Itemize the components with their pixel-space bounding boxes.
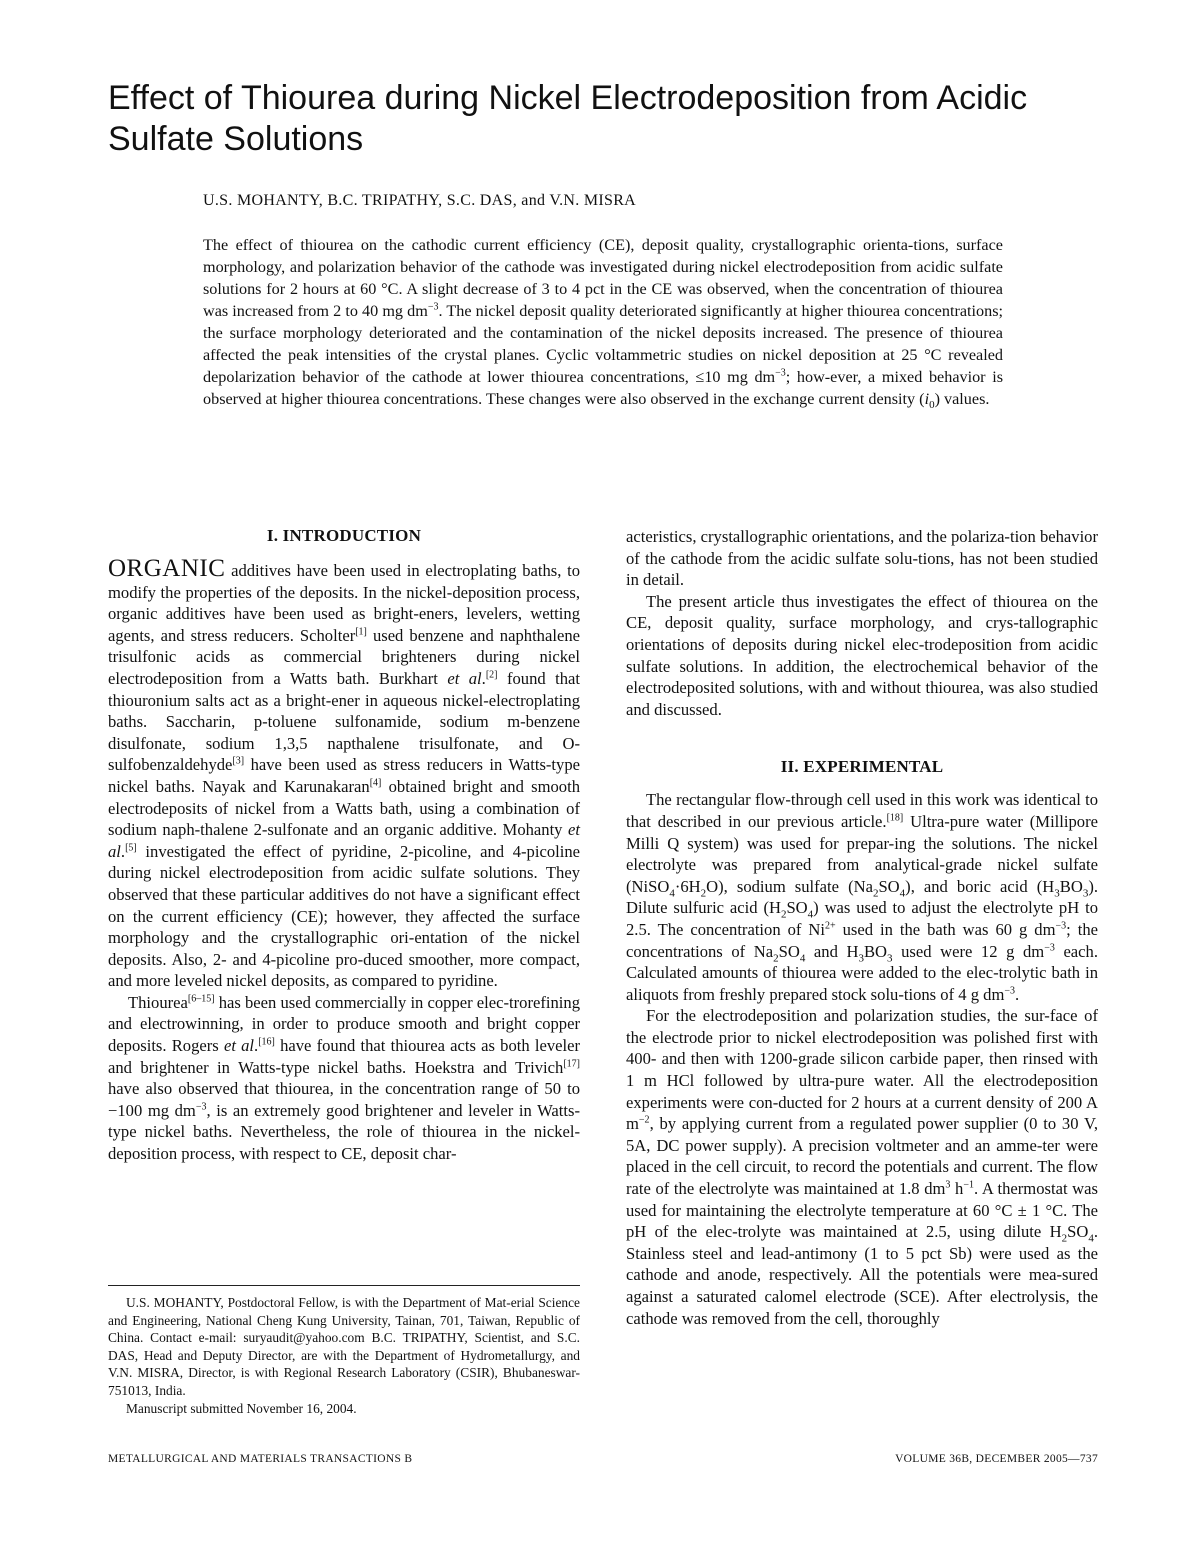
chem-subscript: 2 (872, 887, 879, 900)
exp-p1-text: SO (878, 876, 900, 896)
exp-p2-text: , by applying current from a regulated power supplier (0 to 30 V, 5A, DC power supply). A precision voltmeter and an amme-ter were placed in the cell circuit, to record the potentials and current. The flow rate of the electrolyte was maintained at 1.8 dm (626, 1114, 1098, 1199)
exp-p2-text: . Stainless steel and lead-antimony (1 to 5 pct Sb) were used as the cathode and anode, respectively. All the potentials were mea-sured against a saturated calomel electrode (SCE). After electrolysis, the cathode was removed from the cell, thoroughly (626, 1222, 1098, 1328)
chem-subscript: 3 (1054, 887, 1060, 900)
exp-p1-text: SO (786, 898, 808, 918)
exp-p1-text: . (1015, 984, 1020, 1004)
exp-p1-text: each. Calculated amounts of thiourea were added to the elec-trolytic bath in aliquots from freshly prepared stock solu-tions of 4 g dm (626, 941, 1098, 1004)
citation-ref: [6–15] (187, 993, 215, 1005)
footnote-affiliations: U.S. MOHANTY, Postdoctoral Fellow, is with the Department of Mat-erial Science and Engineering, National Cheng Kung University, Tainan, 701, Taiwan, Republic of China. Contact e-mail: suryaudit@yahoo.com B.C. TRIPATHY, Scientist, and S.C. DAS, Head and Deputy Director, are with the Department of Hydrometallurgy, and V.N. MISRA, Director, is with Regional Research Laboratory (CSIR), Bhubaneswar-751013, India. (108, 1295, 580, 1398)
author-footnote (108, 1294, 580, 1417)
chem-subscript: 3 (1082, 887, 1089, 900)
unit-exponent: −3 (1004, 985, 1015, 997)
intro-dropcap: ORGANIC (108, 555, 226, 582)
unit-exponent: −2 (638, 1114, 650, 1126)
intro-p2-text: has been used commercially in copper elec-trorefining and electrowinning, in order to produce smooth and bright copper deposits. Rogers (108, 992, 580, 1056)
citation-ref: [18] (886, 812, 904, 824)
exp-p1-text: ). Dilute sulfuric acid (H (626, 876, 1099, 918)
exp-p1-text: Ultra-pure water (Millipore Milli Q system) was used for prepar-ing the solutions. The nickel electrolyte was prepared from analytical-grade nickel sulfate (NiSO (626, 811, 1098, 896)
chem-subscript: 4 (899, 887, 906, 900)
unit-exponent: 3 (945, 1179, 951, 1191)
et-al: et al (447, 668, 482, 688)
intro-p2-text: have also observed that thiourea, in the concentration range of 50 to −100 mg dm (108, 1079, 580, 1120)
abstract-text-2: . The nickel deposit quality deteriorated significantly at higher thiourea concentrations; the surface morphology deteriorated and the contamination of the nickel deposits increased. The presence of thiourea affected the peak intensities of the crystal planes. Cyclic voltammetric studies on nickel deposition at 25 °C revealed depolarization behavior of the cathode at lower thiourea concentrations, ≤10 mg dm (203, 302, 1004, 386)
intro-p1-text: have been used as stress reducers in Watts-type nickel baths. Nayak and Karunakaran (108, 755, 580, 796)
exp-p1-text: and H (805, 941, 859, 961)
exp-p1-text: ; the concentrations of Na (626, 919, 1098, 961)
chem-subscript: 3 (858, 951, 864, 964)
footnote-submission-date: Manuscript submitted November 16, 2004. (126, 1400, 357, 1416)
intro-p2-text: Thiourea (128, 992, 188, 1012)
chem-subscript: 3 (887, 951, 893, 964)
chem-subscript: 2 (700, 887, 707, 900)
abstract (203, 234, 1003, 410)
chem-subscript: 4 (669, 887, 675, 900)
exp-p2-text: h (950, 1179, 964, 1199)
abstract-sup-1: −3 (427, 301, 439, 313)
chem-subscript: 2 (1061, 1232, 1068, 1245)
chem-subscript: 4 (807, 908, 814, 921)
volume-page-footer: VOLUME 36B, DECEMBER 2005—737 (895, 1453, 1098, 1465)
intro-paragraph-1 (108, 555, 580, 992)
exp-p2-text: . A thermostat was used for maintaining the electrolyte temperature at 60 °C ± 1 °C. The pH of the elec-trolyte was maintained at 2.5, using dilute H (626, 1179, 1098, 1242)
abstract-text-4: ) values. (934, 390, 990, 408)
exp-p1-text: BO (1059, 876, 1083, 896)
exp-p1-text: ·6H (674, 876, 701, 896)
journal-running-footer: METALLURGICAL AND MATERIALS TRANSACTIONS B (108, 1453, 413, 1465)
intro-paragraph-4: The present article thus investigates the effect of thiourea on the CE, deposit quality, surface morphology, and crys-tallographic orientations of deposits during nickel elec-trodeposition from acidic sulfate solutions. In addition, the electrochemical behavior of the electrodeposited solutions, with and without thiourea, was also studied and discussed. (626, 591, 1098, 719)
et-al: et al (108, 820, 580, 861)
ion-charge: 2+ (825, 920, 836, 932)
unit-exponent: −1 (963, 1179, 974, 1191)
exp-p2-text: SO (1067, 1222, 1089, 1242)
exp-p1-text: ) was used to adjust the electrolyte pH to 2.5. The concentration of Ni (626, 898, 1098, 939)
chem-subscript: 4 (1088, 1232, 1094, 1245)
chem-subscript: 2 (773, 951, 779, 964)
citation-ref: [16] (258, 1036, 275, 1048)
exp-p1-text: used were 12 g dm (892, 941, 1045, 961)
paper-title: Effect of Thiourea during Nickel Electrodeposition from Acidic Sulfate Solutions (108, 79, 1028, 158)
abstract-text-1: The effect of thiourea on the cathodic current efficiency (CE), deposit quality, crystallographic orienta-tions, surface morphology, and polarization behavior of the cathode was investigated during nickel electrodeposition from acidic sulfate solutions for 2 hours at 60 °C. A slight decrease of 3 to 4 pct in the CE was observed, when the concentration of thiourea was increased from 2 to 40 mg dm (203, 236, 1003, 320)
citation-ref: [1] (355, 626, 367, 638)
citation-ref: [4] (369, 777, 382, 789)
intro-p1-text: used benzene and naphthalene trisulfonic acids as commercial brighteners during nickel electrodeposition from a Watts bath. Burkhart (108, 625, 580, 688)
abstract-text-3: ; how-ever, a mixed behavior is observed at higher thiourea concentrations. These changes were also observed in the exchange current density ( (203, 368, 1003, 408)
citation-ref: [5] (125, 842, 137, 854)
abstract-i0-subscript: 0 (929, 399, 935, 412)
exp-p1-text: The rectangular flow-through cell used in this work was identical to that described in our previous article. (626, 790, 1098, 831)
unit-exponent: −3 (1044, 941, 1055, 953)
intro-paragraph-2 (108, 992, 580, 1165)
unit-exponent: −3 (1055, 920, 1067, 932)
exp-p1-text: ), and boric acid (H (905, 876, 1055, 896)
citation-ref: [2] (485, 669, 498, 681)
et-al: et al (223, 1036, 255, 1056)
left-column (108, 524, 580, 1165)
chem-subscript: 2 (780, 908, 787, 921)
intro-p1-text: . (120, 841, 126, 861)
experimental-paragraph-2 (626, 1005, 1098, 1329)
right-column (626, 526, 1098, 1329)
exp-p2-text: For the electrodeposition and polarization studies, the sur-face of the electrode prior to nickel electrodeposition was polished first with 400- and then with 1200-grade silicon carbide paper, then rinsed with 1 m HCl followed by ultra-pure water. All the electrodeposition experiments were con-ducted for 2 hours at a current density of 200 A m (626, 1006, 1098, 1134)
intro-p2-text: . (254, 1036, 259, 1056)
intro-p1-text: investigated the effect of pyridine, 2-picoline, and 4-picoline during nickel electrodeposition from acidic sulfate solutions. They observed that these particular additives do not have a significant effect on the current efficiency (CE); however, they affected the surface morphology and the crystallographic ori-entation of the nickel deposits. Also, 2- and 4-picoline pro-duced smoother, more compact, and more leveled nickel deposits, as compared to pyridine. (108, 841, 580, 991)
author-list: U.S. MOHANTY, B.C. TRIPATHY, S.C. DAS, and V.N. MISRA (203, 192, 637, 209)
exp-p1-text: used in the bath was 60 g dm (835, 919, 1056, 939)
intro-p1-text: found that thiouronium salts act as a bright-ener in aqueous nickel-electroplating baths. Saccharin, p-toluene sulfonamide, sodium m-benzene disulfonate, sodium 1,3,5 napthalene trisulfonate, and O-sulfobenzaldehyde (108, 668, 580, 775)
experimental-paragraph-1 (626, 789, 1098, 1005)
intro-paragraph-3: acteristics, crystallographic orientations, and the polariza-tion behavior of the cathode from the acidic sulfate solu-tions, has not been studied in detail. (626, 527, 1098, 590)
unit-exponent: −3 (195, 1101, 207, 1113)
citation-ref: [3] (232, 755, 245, 767)
intro-p2-text: , is an extremely good brightener and leveler in Watts-type nickel baths. Nevertheless, the role of thiourea in the nickel-deposition process, with respect to CE, deposit char- (108, 1100, 580, 1164)
intro-p1-text: additives have been used in electroplating baths, to modify the properties of the deposits. In the nickel-deposition process, organic additives have been used as bright-eners, levelers, wetting agents, and stress reducers. Scholter (108, 561, 580, 645)
intro-p2-text: have found that thiourea acts as both leveler and brightener in Watts-type nickel baths. Hoekstra and Trivich (108, 1036, 580, 1077)
intro-p1-text: obtained bright and smooth electrodeposits of nickel from a Watts bath, using a combination of sodium naph-thalene 2-sulfonate and an organic additive. Mohanty (108, 776, 580, 840)
exp-p1-text: O), sodium sulfate (Na (706, 876, 873, 896)
abstract-sup-2: −3 (775, 367, 786, 379)
exp-p1-text: BO (863, 941, 888, 961)
footnote-rule (108, 1285, 580, 1286)
exp-p1-text: SO (778, 941, 800, 961)
chem-subscript: 4 (799, 951, 806, 964)
citation-ref: [17] (563, 1058, 580, 1070)
abstract-i0-symbol: i (924, 390, 930, 408)
section-heading-introduction: I. INTRODUCTION (266, 526, 422, 545)
section-heading-experimental: II. EXPERIMENTAL (780, 757, 944, 777)
intro-p1-text: . (481, 668, 486, 688)
